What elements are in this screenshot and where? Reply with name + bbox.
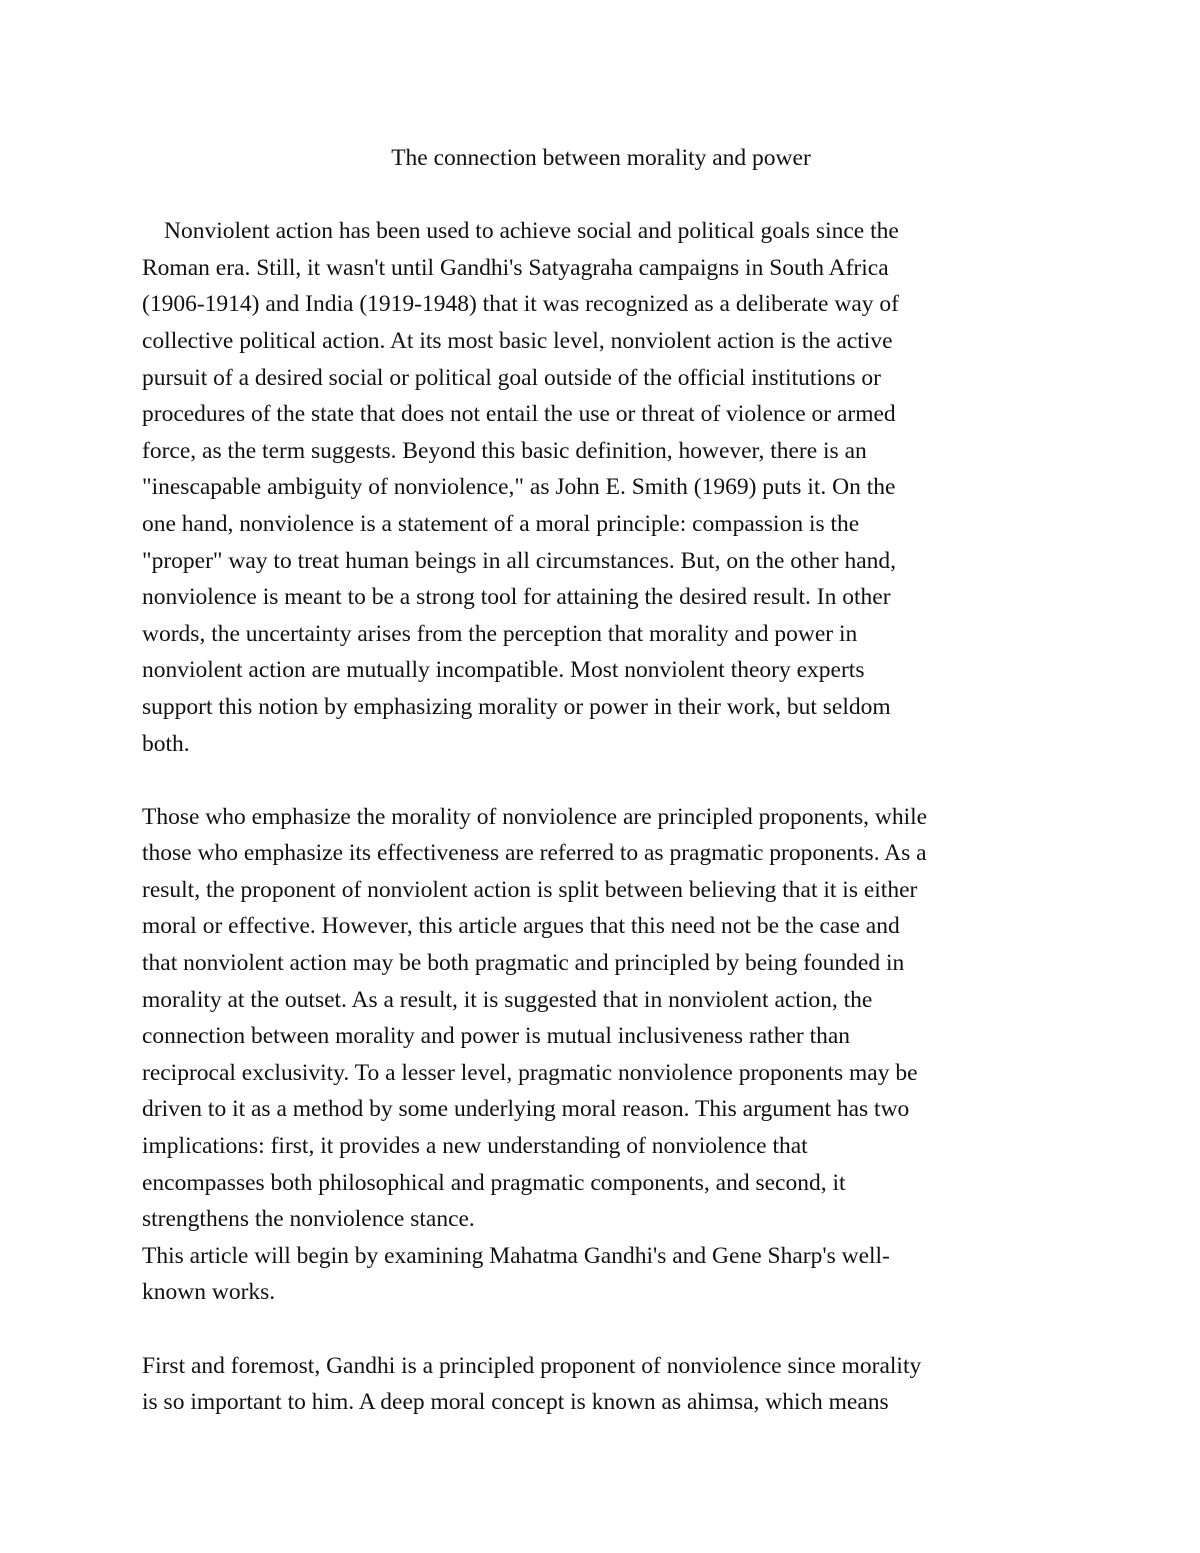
- paragraph-spacer: [142, 762, 1060, 799]
- paragraph-spacer: [142, 1311, 1060, 1348]
- text-line: Roman era. Still, it wasn't until Gandhi's Satyagraha campaigns in South Africa: [142, 254, 889, 281]
- text-line: collective political action. At its most basic level, nonviolent action is the active: [142, 327, 893, 354]
- text-line: (1906-1914) and India (1919-1948) that it was recognized as a deliberate way of: [142, 291, 899, 318]
- paragraph-2: [142, 799, 1060, 1238]
- text-line: those who emphasize its effectiveness are referred to as pragmatic proponents. As a: [142, 840, 927, 867]
- text-line: "inescapable ambiguity of nonviolence," as John E. Smith (1969) puts it. On the: [142, 474, 896, 501]
- text-line: moral or effective. However, this article argues that this need not be the case and: [142, 913, 900, 940]
- document-title: The connection between morality and power: [391, 145, 811, 171]
- text-line: known works.: [142, 1279, 276, 1306]
- text-line: implications: first, it provides a new understanding of nonviolence that: [142, 1133, 808, 1160]
- text-line: pursuit of a desired social or political goal outside of the official institutions or: [142, 364, 882, 391]
- paragraph-3: [142, 1238, 1060, 1311]
- text-line: Nonviolent action has been used to achieve social and political goals since the: [164, 218, 899, 245]
- text-line: result, the proponent of nonviolent action is split between believing that it is either: [142, 876, 918, 903]
- text-line: morality at the outset. As a result, it is suggested that in nonviolent action, the: [142, 986, 873, 1013]
- text-line: support this notion by emphasizing morality or power in their work, but seldom: [142, 693, 891, 720]
- text-line: nonviolent action are mutually incompatible. Most nonviolent theory experts: [142, 657, 865, 684]
- text-line: nonviolence is meant to be a strong tool for attaining the desired result. In other: [142, 584, 891, 611]
- document-body: [142, 140, 1060, 1421]
- text-line: reciprocal exclusivity. To a lesser level, pragmatic nonviolence proponents may be: [142, 1059, 918, 1086]
- text-line: words, the uncertainty arises from the perception that morality and power in: [142, 620, 858, 647]
- text-line: "proper" way to treat human beings in all circumstances. But, on the other hand,: [142, 547, 897, 574]
- paragraph-4: [142, 1348, 1060, 1421]
- text-line: one hand, nonviolence is a statement of a moral principle: compassion is the: [142, 510, 860, 537]
- text-line: This article will begin by examining Mahatma Gandhi's and Gene Sharp's well-: [142, 1242, 890, 1269]
- text-line: Those who emphasize the morality of nonviolence are principled proponents, while: [142, 803, 928, 830]
- text-line: strengthens the nonviolence stance.: [142, 1206, 475, 1233]
- text-line: First and foremost, Gandhi is a principled proponent of nonviolence since morality: [142, 1352, 922, 1379]
- text-line: procedures of the state that does not entail the use or threat of violence or armed: [142, 401, 896, 428]
- text-line: driven to it as a method by some underlying moral reason. This argument has two: [142, 1096, 910, 1123]
- text-line: is so important to him. A deep moral concept is known as ahimsa, which means: [142, 1389, 889, 1416]
- paragraph-1: [142, 213, 1060, 762]
- text-line: connection between morality and power is mutual inclusiveness rather than: [142, 1023, 851, 1050]
- text-line: both.: [142, 730, 190, 757]
- text-line: force, as the term suggests. Beyond this basic definition, however, there is an: [142, 437, 867, 464]
- text-line: that nonviolent action may be both pragmatic and principled by being founded in: [142, 950, 905, 977]
- text-line: encompasses both philosophical and pragmatic components, and second, it: [142, 1169, 846, 1196]
